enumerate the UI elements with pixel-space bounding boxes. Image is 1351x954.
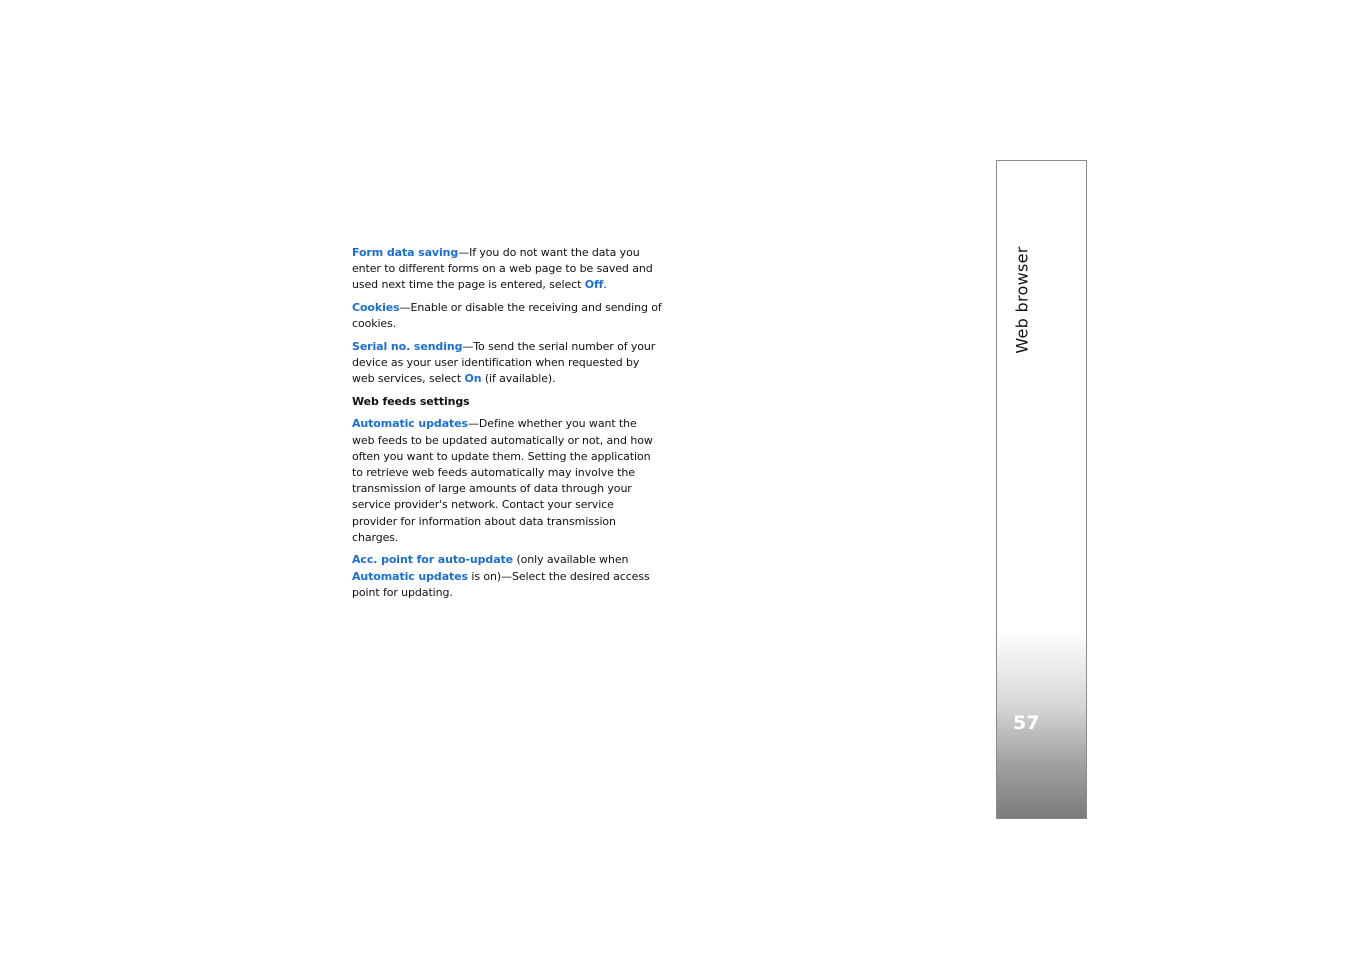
automatic-updates-text: —Define whether you want the web feeds to be updated automatically or not, and how often you want to update them. Setting the application to retrieve web feeds automatically may involve the transmission of large amounts of data through your service provider's network. Contact your service provider for information about data transmission charges.	[352, 417, 653, 544]
paragraph-automatic-updates	[352, 416, 662, 546]
paragraph-cookies	[352, 300, 662, 332]
section-heading-web-feeds: Web feeds settings	[352, 395, 470, 409]
paragraph-form-data-saving	[352, 245, 662, 294]
acc-point-text: (only available when	[513, 553, 629, 567]
term-cookies: Cookies	[352, 301, 400, 315]
term-automatic-updates: Automatic updates	[352, 417, 468, 431]
form-data-saving-text-end: .	[603, 278, 607, 292]
paragraph-serial-no-sending	[352, 339, 662, 388]
serial-no-sending-text: —To send the serial number of your device as your user identification when requested by web services, select	[352, 340, 656, 386]
paragraph-acc-point	[352, 552, 662, 601]
chapter-side-tab	[996, 160, 1087, 819]
term-serial-no-sending: Serial no. sending	[352, 340, 463, 354]
term-form-data-saving: Form data saving	[352, 246, 459, 259]
option-on: On	[464, 372, 482, 386]
serial-no-sending-text-end: (if available).	[481, 372, 556, 386]
ref-automatic-updates: Automatic updates	[352, 569, 468, 583]
term-acc-point: Acc. point for auto-update	[352, 553, 514, 567]
form-data-saving-text: —If you do not want the data you enter to different forms on a web page to be saved and used next time the page is entered, select	[352, 246, 653, 292]
page-number: 57	[1013, 712, 1040, 734]
acc-point-text-end: is on)—Select the desired access point for updating.	[352, 569, 650, 599]
option-off: Off	[584, 278, 604, 292]
chapter-title: Web browser	[1012, 246, 1032, 354]
document-body	[352, 245, 662, 608]
cookies-text: —Enable or disable the receiving and sending of cookies.	[352, 301, 662, 331]
